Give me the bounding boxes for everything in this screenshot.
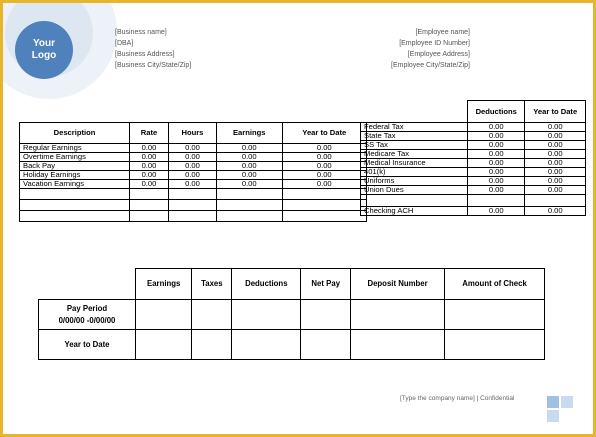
earnings-amount: 0.00	[216, 144, 282, 153]
earnings-hours: 0.00	[168, 180, 216, 189]
earnings-ytd: 0.00	[282, 153, 367, 162]
earnings-description: Holiday Earnings	[20, 171, 130, 180]
table-row-empty	[361, 195, 586, 207]
deduction-label: SS Tax	[361, 141, 468, 150]
deductions-header: Deductions	[468, 101, 525, 123]
earnings-hours: 0.00	[168, 162, 216, 171]
deduction-ytd: 0.00	[525, 186, 586, 195]
deduction-ytd: 0.00	[525, 207, 586, 216]
summary-header-earnings: Earnings	[136, 269, 192, 300]
table-row	[20, 180, 367, 189]
deduction-ytd: 0.00	[525, 132, 586, 141]
summary-header-net-pay: Net Pay	[301, 269, 351, 300]
deduction-label: 401(k)	[361, 168, 468, 177]
employee-id: [Employee ID Number]	[399, 40, 470, 47]
earnings-ytd: 0.00	[282, 180, 367, 189]
deductions-table	[360, 100, 586, 216]
earnings-header-description: Description	[20, 123, 130, 144]
earnings-hours: 0.00	[168, 144, 216, 153]
deduction-amount: 0.00	[468, 132, 525, 141]
logo-line-2: Logo	[31, 50, 57, 61]
business-name: [Business name]	[115, 29, 167, 36]
deduction-ytd: 0.00	[525, 123, 586, 132]
earnings-ytd: 0.00	[282, 162, 367, 171]
deduction-label: Uniforms	[361, 177, 468, 186]
earnings-amount: 0.00	[216, 153, 282, 162]
deduction-amount: 0.00	[468, 177, 525, 186]
earnings-description: Vacation Earnings	[20, 180, 130, 189]
earnings-description: Overtime Earnings	[20, 153, 130, 162]
pay-period-label: Pay Period	[66, 303, 108, 313]
earnings-rate: 0.00	[130, 180, 169, 189]
deduction-label: Medicare Tax	[361, 150, 468, 159]
business-dba: [DBA]	[115, 40, 134, 47]
earnings-amount: 0.00	[216, 171, 282, 180]
deduction-amount: 0.00	[468, 207, 525, 216]
deduction-amount: 0.00	[468, 123, 525, 132]
deduction-ytd: 0.00	[525, 150, 586, 159]
footer-square-decoration	[547, 410, 559, 422]
business-info	[115, 27, 191, 71]
summary-table	[38, 268, 545, 360]
earnings-rate: 0.00	[130, 153, 169, 162]
employee-info	[391, 27, 470, 71]
table-row	[361, 207, 586, 216]
earnings-amount: 0.00	[216, 180, 282, 189]
company-logo	[15, 21, 73, 79]
table-row	[39, 300, 545, 330]
earnings-rate: 0.00	[130, 171, 169, 180]
earnings-description: Regular Earnings	[20, 144, 130, 153]
deduction-label: Checking ACH	[361, 207, 468, 216]
earnings-rate: 0.00	[130, 144, 169, 153]
deduction-amount: 0.00	[468, 168, 525, 177]
earnings-header-ytd: Year to Date	[282, 123, 367, 144]
pay-period-cell	[39, 300, 136, 330]
deduction-label: Union Dues	[361, 186, 468, 195]
summary-header-deductions: Deductions	[232, 269, 301, 300]
earnings-header-hours: Hours	[168, 123, 216, 144]
earnings-hours: 0.00	[168, 153, 216, 162]
table-row	[361, 186, 586, 195]
summary-header-deposit-number: Deposit Number	[351, 269, 445, 300]
employee-address: [Employee Address]	[407, 51, 470, 58]
summary-header-amount-of-check: Amount of Check	[445, 269, 545, 300]
table-row-empty	[20, 211, 367, 222]
employee-name: [Employee name]	[415, 29, 470, 36]
footer-square-decoration	[547, 396, 559, 408]
deduction-amount: 0.00	[468, 186, 525, 195]
earnings-header-earnings: Earnings	[216, 123, 282, 144]
summary-header-taxes: Taxes	[192, 269, 232, 300]
table-row-empty	[20, 189, 367, 200]
earnings-rate: 0.00	[130, 162, 169, 171]
deductions-header-ytd: Year to Date	[525, 101, 586, 123]
footer-text: [Type the company name] | Confidential	[400, 395, 515, 402]
logo-line-1: Your	[32, 38, 56, 49]
business-city: [Business City/State/Zip]	[115, 62, 192, 69]
year-to-date-label: Year to Date	[39, 330, 136, 360]
deduction-ytd: 0.00	[525, 168, 586, 177]
earnings-header-rate: Rate	[130, 123, 169, 144]
earnings-ytd: 0.00	[282, 171, 367, 180]
earnings-amount: 0.00	[216, 162, 282, 171]
earnings-hours: 0.00	[168, 171, 216, 180]
business-address: [Business Address]	[115, 51, 175, 58]
deduction-label: State Tax	[361, 132, 468, 141]
earnings-ytd: 0.00	[282, 144, 367, 153]
earnings-table	[19, 122, 367, 222]
deduction-amount: 0.00	[468, 141, 525, 150]
deduction-ytd: 0.00	[525, 177, 586, 186]
earnings-description: Back Pay	[20, 162, 130, 171]
deduction-amount: 0.00	[468, 159, 525, 168]
pay-period-dates: 0/00/00 -0/00/00	[58, 315, 116, 325]
deduction-amount: 0.00	[468, 150, 525, 159]
deduction-label: Medical Insurance	[361, 159, 468, 168]
employee-city: [Employee City/State/Zip]	[391, 62, 470, 69]
footer-square-decoration	[561, 396, 573, 408]
deduction-ytd: 0.00	[525, 159, 586, 168]
table-row	[39, 330, 545, 360]
deduction-label: Federal Tax	[361, 123, 468, 132]
pay-stub-page	[3, 3, 593, 434]
deduction-ytd: 0.00	[525, 141, 586, 150]
table-row-empty	[20, 200, 367, 211]
